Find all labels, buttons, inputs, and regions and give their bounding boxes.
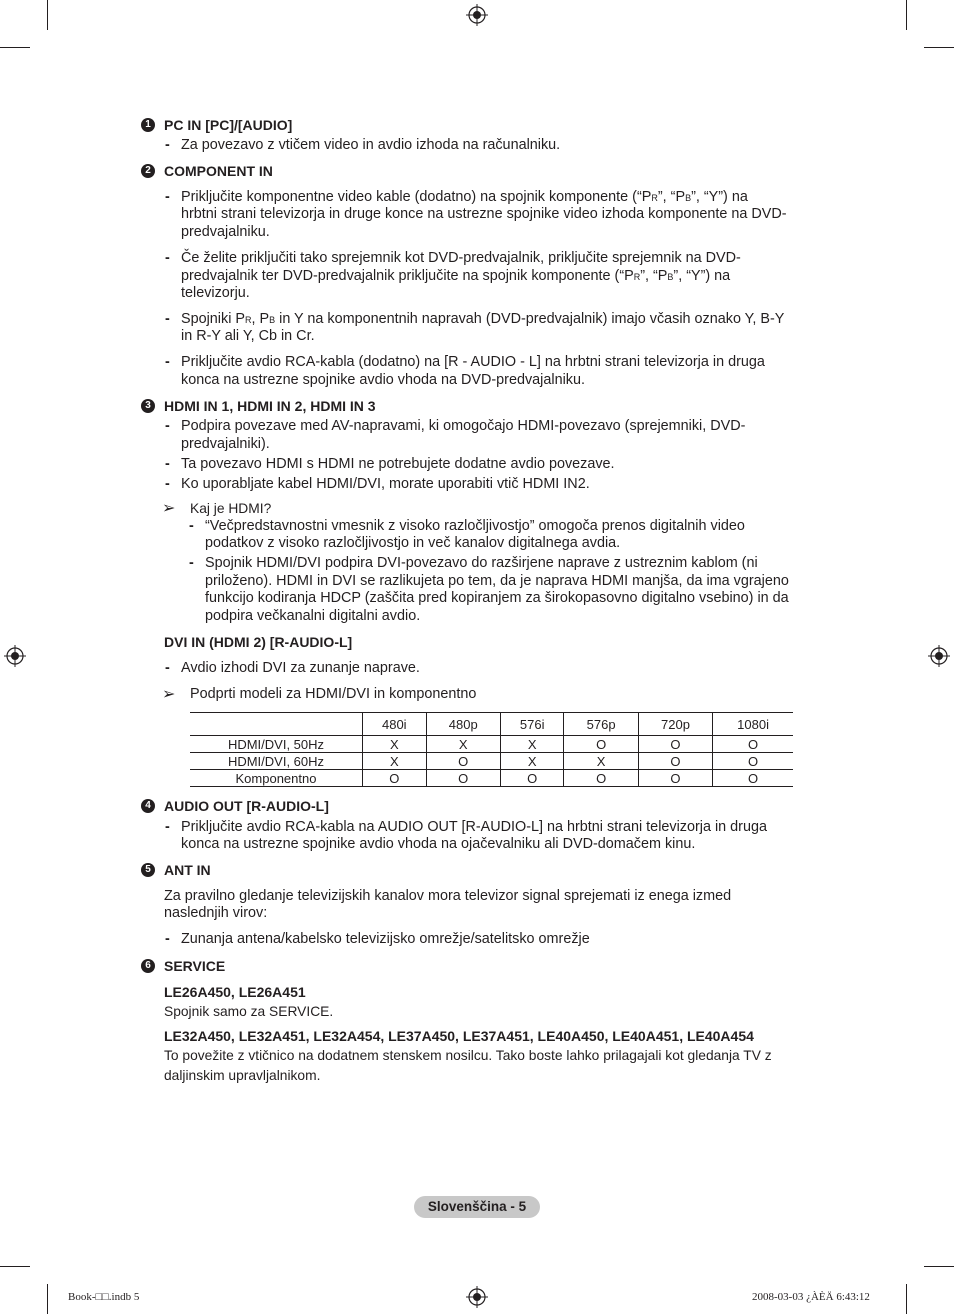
note-arrow-icon: ➢ bbox=[162, 686, 176, 703]
crop-mark bbox=[0, 1266, 30, 1267]
bullet-text: Avdio izhodi DVI za zunanje naprave. bbox=[181, 660, 420, 676]
crop-mark bbox=[0, 47, 30, 48]
page-number-badge: Slovenščina - 5 bbox=[414, 1196, 540, 1218]
text-run: Priključite komponentne video kable (dodatno) na spojnik komponente (“P bbox=[181, 189, 652, 205]
model-heading: LE32A450, LE32A451, LE32A454, LE37A450, LE37A451, LE40A450, LE40A451, LE40A454 bbox=[164, 1028, 754, 1044]
text-run: , P bbox=[251, 311, 270, 327]
registration-mark-icon bbox=[466, 1286, 488, 1308]
table-header-cell bbox=[190, 713, 363, 736]
bullet-text: televizorju. bbox=[181, 285, 250, 301]
section-heading: ANT IN bbox=[164, 862, 211, 878]
table-header-cell: 1080i bbox=[713, 713, 793, 736]
bullet-text: Podpira povezave med AV-napravami, ki omogočajo HDMI-povezavo (sprejemniki, DVD- bbox=[181, 418, 746, 434]
table-cell: O bbox=[638, 753, 712, 770]
table-cell: O bbox=[748, 770, 759, 786]
table-cell: X bbox=[564, 753, 638, 770]
subscript: R bbox=[651, 193, 658, 203]
subscript: B bbox=[685, 193, 692, 203]
section-number-badge: 1 bbox=[141, 118, 155, 132]
crop-mark bbox=[906, 1284, 907, 1314]
note-text: Spojnik HDMI/DVI podpira DVI-povezavo do razširjene naprave z ustreznim kablom (ni bbox=[205, 555, 758, 571]
section-number-badge: 6 bbox=[141, 959, 155, 973]
bullet-dash: - bbox=[189, 518, 194, 534]
note-title: Kaj je HDMI? bbox=[190, 501, 272, 516]
note-text: priloženo). HDMI in DVI se razlikujeta po tem, da je naprava HDMI manjša, da ima vgrajeno bbox=[205, 573, 789, 589]
bullet-dash: - bbox=[165, 137, 170, 153]
table-cell: O bbox=[748, 736, 759, 752]
table-cell: O bbox=[638, 770, 712, 787]
table-cell: O bbox=[564, 736, 638, 753]
subscript: B bbox=[667, 272, 674, 282]
bullet-text: hrbtni strani televizorja in druge konce na ustrezne spojnike video izhoda komponente na DVD- bbox=[181, 206, 787, 222]
table-cell: O bbox=[363, 770, 427, 787]
section-number-badge: 2 bbox=[141, 164, 155, 178]
bullet-text: Za povezavo z vtičem video in avdio izhoda na računalniku. bbox=[181, 137, 561, 153]
print-slug-right: 2008-03-03 ¿ÀÈÄ 6:43:12 bbox=[752, 1291, 870, 1303]
bullet-dash: - bbox=[165, 250, 170, 266]
print-slug-left: Book-□□.indb 5 bbox=[68, 1291, 140, 1303]
table-row bbox=[190, 753, 793, 770]
bullet-text: konca na ustrezne spojnike avdio vhoda na DVD-predvajalniku. bbox=[181, 372, 585, 388]
table-cell: Komponentno bbox=[190, 770, 363, 787]
table-cell: X bbox=[363, 736, 427, 753]
registration-mark-icon bbox=[928, 645, 950, 667]
table-header-row bbox=[190, 713, 793, 736]
bullet-dash: - bbox=[165, 476, 170, 492]
note-text: funkcijo kodiranja HDCP (zaščita pred kopiranjem za širokopasovno digitalno vsebino) in da bbox=[205, 590, 789, 606]
table-header-cell: 480i bbox=[363, 713, 427, 736]
section-heading: HDMI IN 1, HDMI IN 2, HDMI IN 3 bbox=[164, 398, 376, 414]
table-cell: O bbox=[638, 736, 712, 753]
section-number-badge: 3 bbox=[141, 399, 155, 413]
section-heading: SERVICE bbox=[164, 958, 226, 974]
section-number-badge: 5 bbox=[141, 863, 155, 877]
bullet-dash: - bbox=[165, 311, 170, 327]
note-text: “Večpredstavnostni vmesnik z visoko razločljivostjo” omogoča prenos digitalnih video bbox=[205, 518, 745, 534]
subsection-heading: DVI IN (HDMI 2) [R-AUDIO-L] bbox=[164, 634, 353, 650]
paragraph-text: Spojnik samo za SERVICE. bbox=[164, 1004, 334, 1019]
subscript: R bbox=[245, 315, 252, 325]
table-header-cell: 576i bbox=[500, 713, 564, 736]
crop-mark bbox=[924, 47, 954, 48]
table-cell: O bbox=[564, 770, 638, 787]
table-cell: X bbox=[426, 736, 500, 753]
note-text: podpira večkanalni digitalni avdio. bbox=[205, 608, 421, 624]
section-heading: AUDIO OUT [R-AUDIO-L] bbox=[164, 798, 329, 814]
paragraph-text: Za pravilno gledanje televizijskih kanalov mora televizor signal sprejemati iz enega izmed bbox=[164, 888, 732, 904]
note-arrow-icon: ➢ bbox=[162, 500, 176, 517]
bullet-dash: - bbox=[165, 189, 170, 205]
note-text: podatkov z visoko razločljivostjo in več kanalov digitalnega avdia. bbox=[205, 535, 621, 551]
text-run: ”, “Y”) na bbox=[691, 189, 748, 205]
paragraph-text: daljinskim upravljalnikom. bbox=[164, 1068, 321, 1083]
section-heading: COMPONENT IN bbox=[164, 163, 273, 179]
paragraph-text: To povežite z vtičnico na dodatnem stenskem nosilcu. Tako boste lahko prilagajali kot gledanja TV z bbox=[164, 1048, 772, 1063]
table-cell: X bbox=[500, 736, 564, 753]
section-heading: PC IN [PC]/[AUDIO] bbox=[164, 117, 293, 133]
bullet-dash: - bbox=[189, 555, 194, 571]
paragraph-text: naslednjih virov: bbox=[164, 905, 268, 921]
bullet-text: Če želite priključiti tako sprejemnik kot DVD-predvajalnik, priključite sprejemnik na DVD- bbox=[181, 250, 741, 266]
registration-mark-icon bbox=[466, 4, 488, 26]
table-header-cell: 576p bbox=[564, 713, 638, 736]
table-cell: O bbox=[426, 770, 500, 787]
text-run: ”, “P bbox=[640, 268, 668, 284]
bullet-text: konca na ustrezne spojnike avdio vhoda na ojačevalniku ali DVD-domačem kinu. bbox=[181, 836, 696, 852]
text-run: ”, “Y”) na bbox=[673, 268, 731, 284]
table-cell: HDMI/DVI, 60Hz bbox=[190, 753, 363, 770]
table-cell: X bbox=[363, 753, 427, 770]
bullet-dash: - bbox=[165, 456, 170, 472]
bullet-dash: - bbox=[165, 354, 170, 370]
bullet-text bbox=[181, 268, 730, 287]
table-cell: X bbox=[500, 753, 564, 770]
text-run: in Y na komponentnih napravah (DVD-predvajalnik) imajo včasih oznako Y, B-Y bbox=[275, 311, 785, 327]
table-header-cell: 480p bbox=[426, 713, 500, 736]
bullet-text: Priključite avdio RCA-kabla na AUDIO OUT [R-AUDIO-L] na hrbtni strani televizorja in druga bbox=[181, 819, 767, 835]
registration-mark-icon bbox=[4, 645, 26, 667]
text-run: Spojniki P bbox=[181, 311, 245, 327]
crop-mark bbox=[47, 1284, 48, 1314]
bullet-dash: - bbox=[165, 819, 170, 835]
text-run: ”, “P bbox=[657, 189, 686, 205]
bullet-text: predvajalniku. bbox=[181, 224, 270, 240]
section-number-badge: 4 bbox=[141, 799, 155, 813]
table-cell: HDMI/DVI, 50Hz bbox=[190, 736, 363, 753]
bullet-text: in R-Y ali Y, Cb in Cr. bbox=[181, 328, 315, 344]
bullet-text: Priključite avdio RCA-kabla (dodatno) na [R - AUDIO - L] na hrbtni strani televizorja in druga bbox=[181, 354, 765, 370]
crop-mark bbox=[924, 1266, 954, 1267]
table-header-cell: 720p bbox=[638, 713, 712, 736]
bullet-dash: - bbox=[165, 418, 170, 434]
crop-mark bbox=[906, 0, 907, 30]
subscript: R bbox=[633, 272, 641, 282]
bullet-text bbox=[181, 189, 748, 208]
table-cell: O bbox=[426, 753, 500, 770]
bullet-text bbox=[181, 311, 784, 330]
table-row bbox=[190, 770, 793, 787]
bullet-dash: - bbox=[165, 660, 170, 676]
model-heading: LE26A450, LE26A451 bbox=[164, 984, 306, 1000]
table-cell: O bbox=[748, 753, 759, 769]
table-cell: O bbox=[500, 770, 564, 787]
text-run: predvajalnik ter DVD-predvajalnik priključite na spojnik komponente (“P bbox=[181, 268, 634, 284]
note-text: Podprti modeli za HDMI/DVI in komponentno bbox=[190, 686, 477, 702]
resolution-support-table bbox=[190, 712, 793, 787]
bullet-text: Ta povezavo HDMI s HDMI ne potrebujete dodatne avdio povezave. bbox=[181, 456, 615, 472]
bullet-text: Ko uporabljate kabel HDMI/DVI, morate uporabiti vtič HDMI IN2. bbox=[181, 476, 590, 492]
table-row bbox=[190, 736, 793, 753]
subscript: B bbox=[269, 315, 276, 325]
crop-mark bbox=[47, 0, 48, 30]
bullet-dash: - bbox=[165, 931, 170, 947]
bullet-text: predvajalniki). bbox=[181, 436, 270, 452]
bullet-text: Zunanja antena/kabelsko televizijsko omrežje/satelitsko omrežje bbox=[181, 931, 590, 947]
